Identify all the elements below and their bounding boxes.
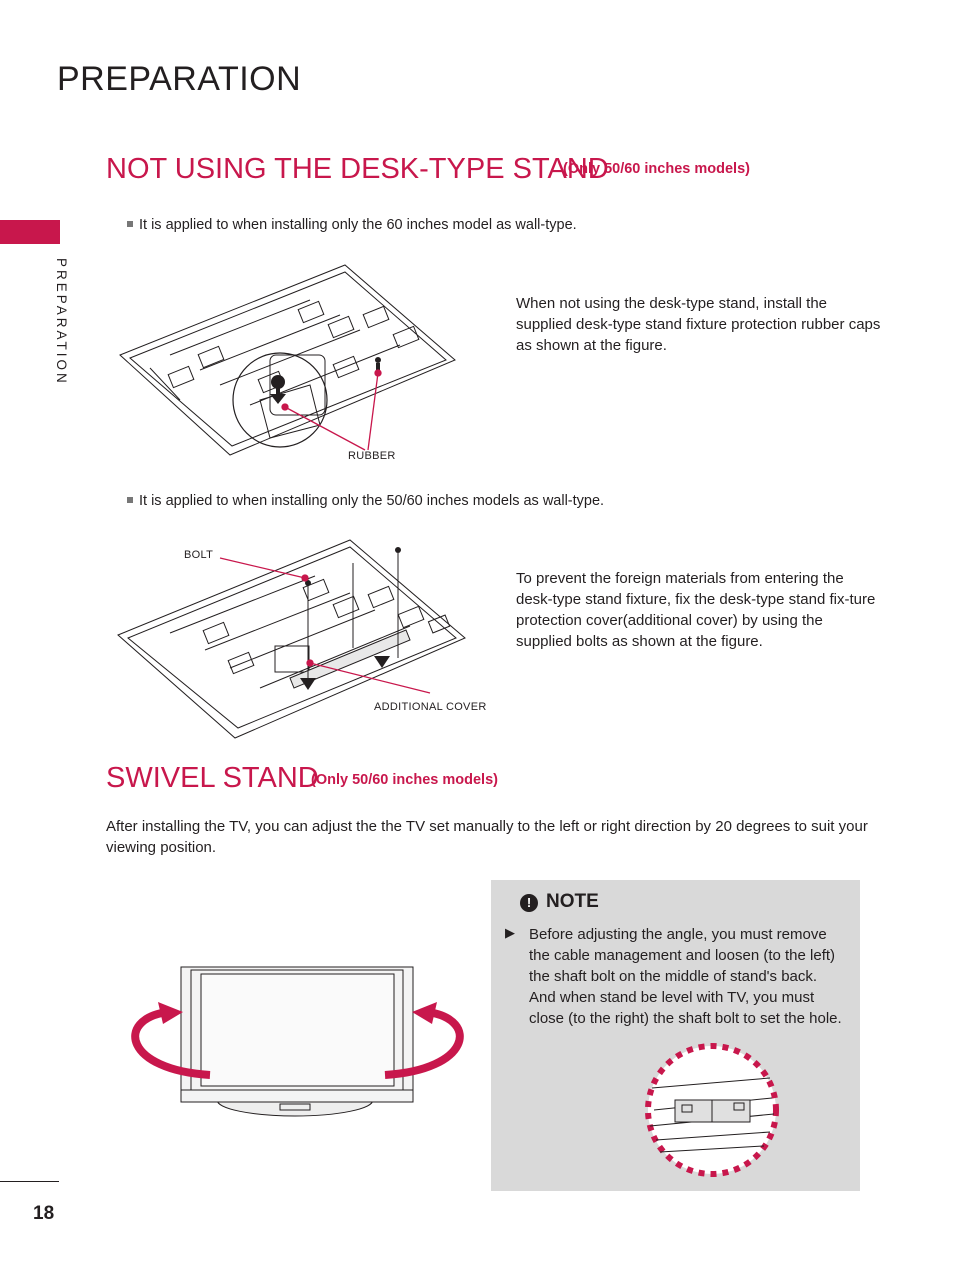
section-subheading-swivel: (Only 50/60 inches models): [311, 772, 498, 788]
tv-back-rubber-figure: [110, 260, 470, 470]
bolt-label: BOLT: [184, 549, 214, 561]
swivel-tv-figure: [125, 960, 470, 1120]
bullet-square-icon: [127, 221, 133, 227]
additional-cover-label: ADDITIONAL COVER: [374, 701, 487, 713]
page-title: PREPARATION: [57, 60, 302, 98]
exclamation-icon: !: [520, 894, 538, 912]
page-number: 18: [33, 1203, 55, 1224]
note-title: NOTE: [546, 891, 599, 912]
bullet-square-icon: [127, 497, 133, 503]
bullet-60-inch: [127, 217, 577, 233]
bullet-text: It is applied to when installing only the 60 inches model as wall-type.: [139, 217, 577, 233]
bullet-text: It is applied to when installing only the 50/60 inches models as wall-type.: [139, 493, 605, 509]
shaft-bolt-closeup-figure: [640, 1040, 785, 1180]
section-heading-desk-stand: NOT USING THE DESK-TYPE STAND: [106, 153, 609, 185]
swivel-intro: After installing the TV, you can adjust the the TV set manually to the left or right direction by 20 degrees to suit your viewing position.: [106, 818, 868, 856]
rubber-label: RUBBER: [348, 450, 396, 462]
side-tab-marker: [0, 220, 60, 244]
note-text: Before adjusting the angle, you must remove the cable management and loosen (to the left) the shaft bolt on the middle of stand's back. And when stand be level with TV, you must close (to the right) the shaft bolt to set the hole.: [529, 926, 842, 1027]
rubber-instructions: When not using the desk-type stand, install the supplied desk-type stand fixture protection rubber caps as shown at the figure.: [516, 295, 881, 354]
side-section-label: PREPARATION: [54, 258, 69, 386]
tv-back-cover-figure: [110, 538, 480, 748]
section-heading-swivel: SWIVEL STAND: [106, 762, 319, 794]
cover-instructions: To prevent the foreign materials from entering the desk-type stand fixture, fix the desk-type stand fix-ture protection cover(additional cover) by using the supplied bolts as shown at the figure.: [516, 570, 876, 650]
section-subheading-desk-stand: (Only 50/60 inches models): [563, 161, 750, 177]
bullet-50-60-inch: [127, 493, 604, 509]
footer-rule: [0, 1181, 59, 1182]
arrow-bullet-icon: ▶: [505, 925, 515, 940]
